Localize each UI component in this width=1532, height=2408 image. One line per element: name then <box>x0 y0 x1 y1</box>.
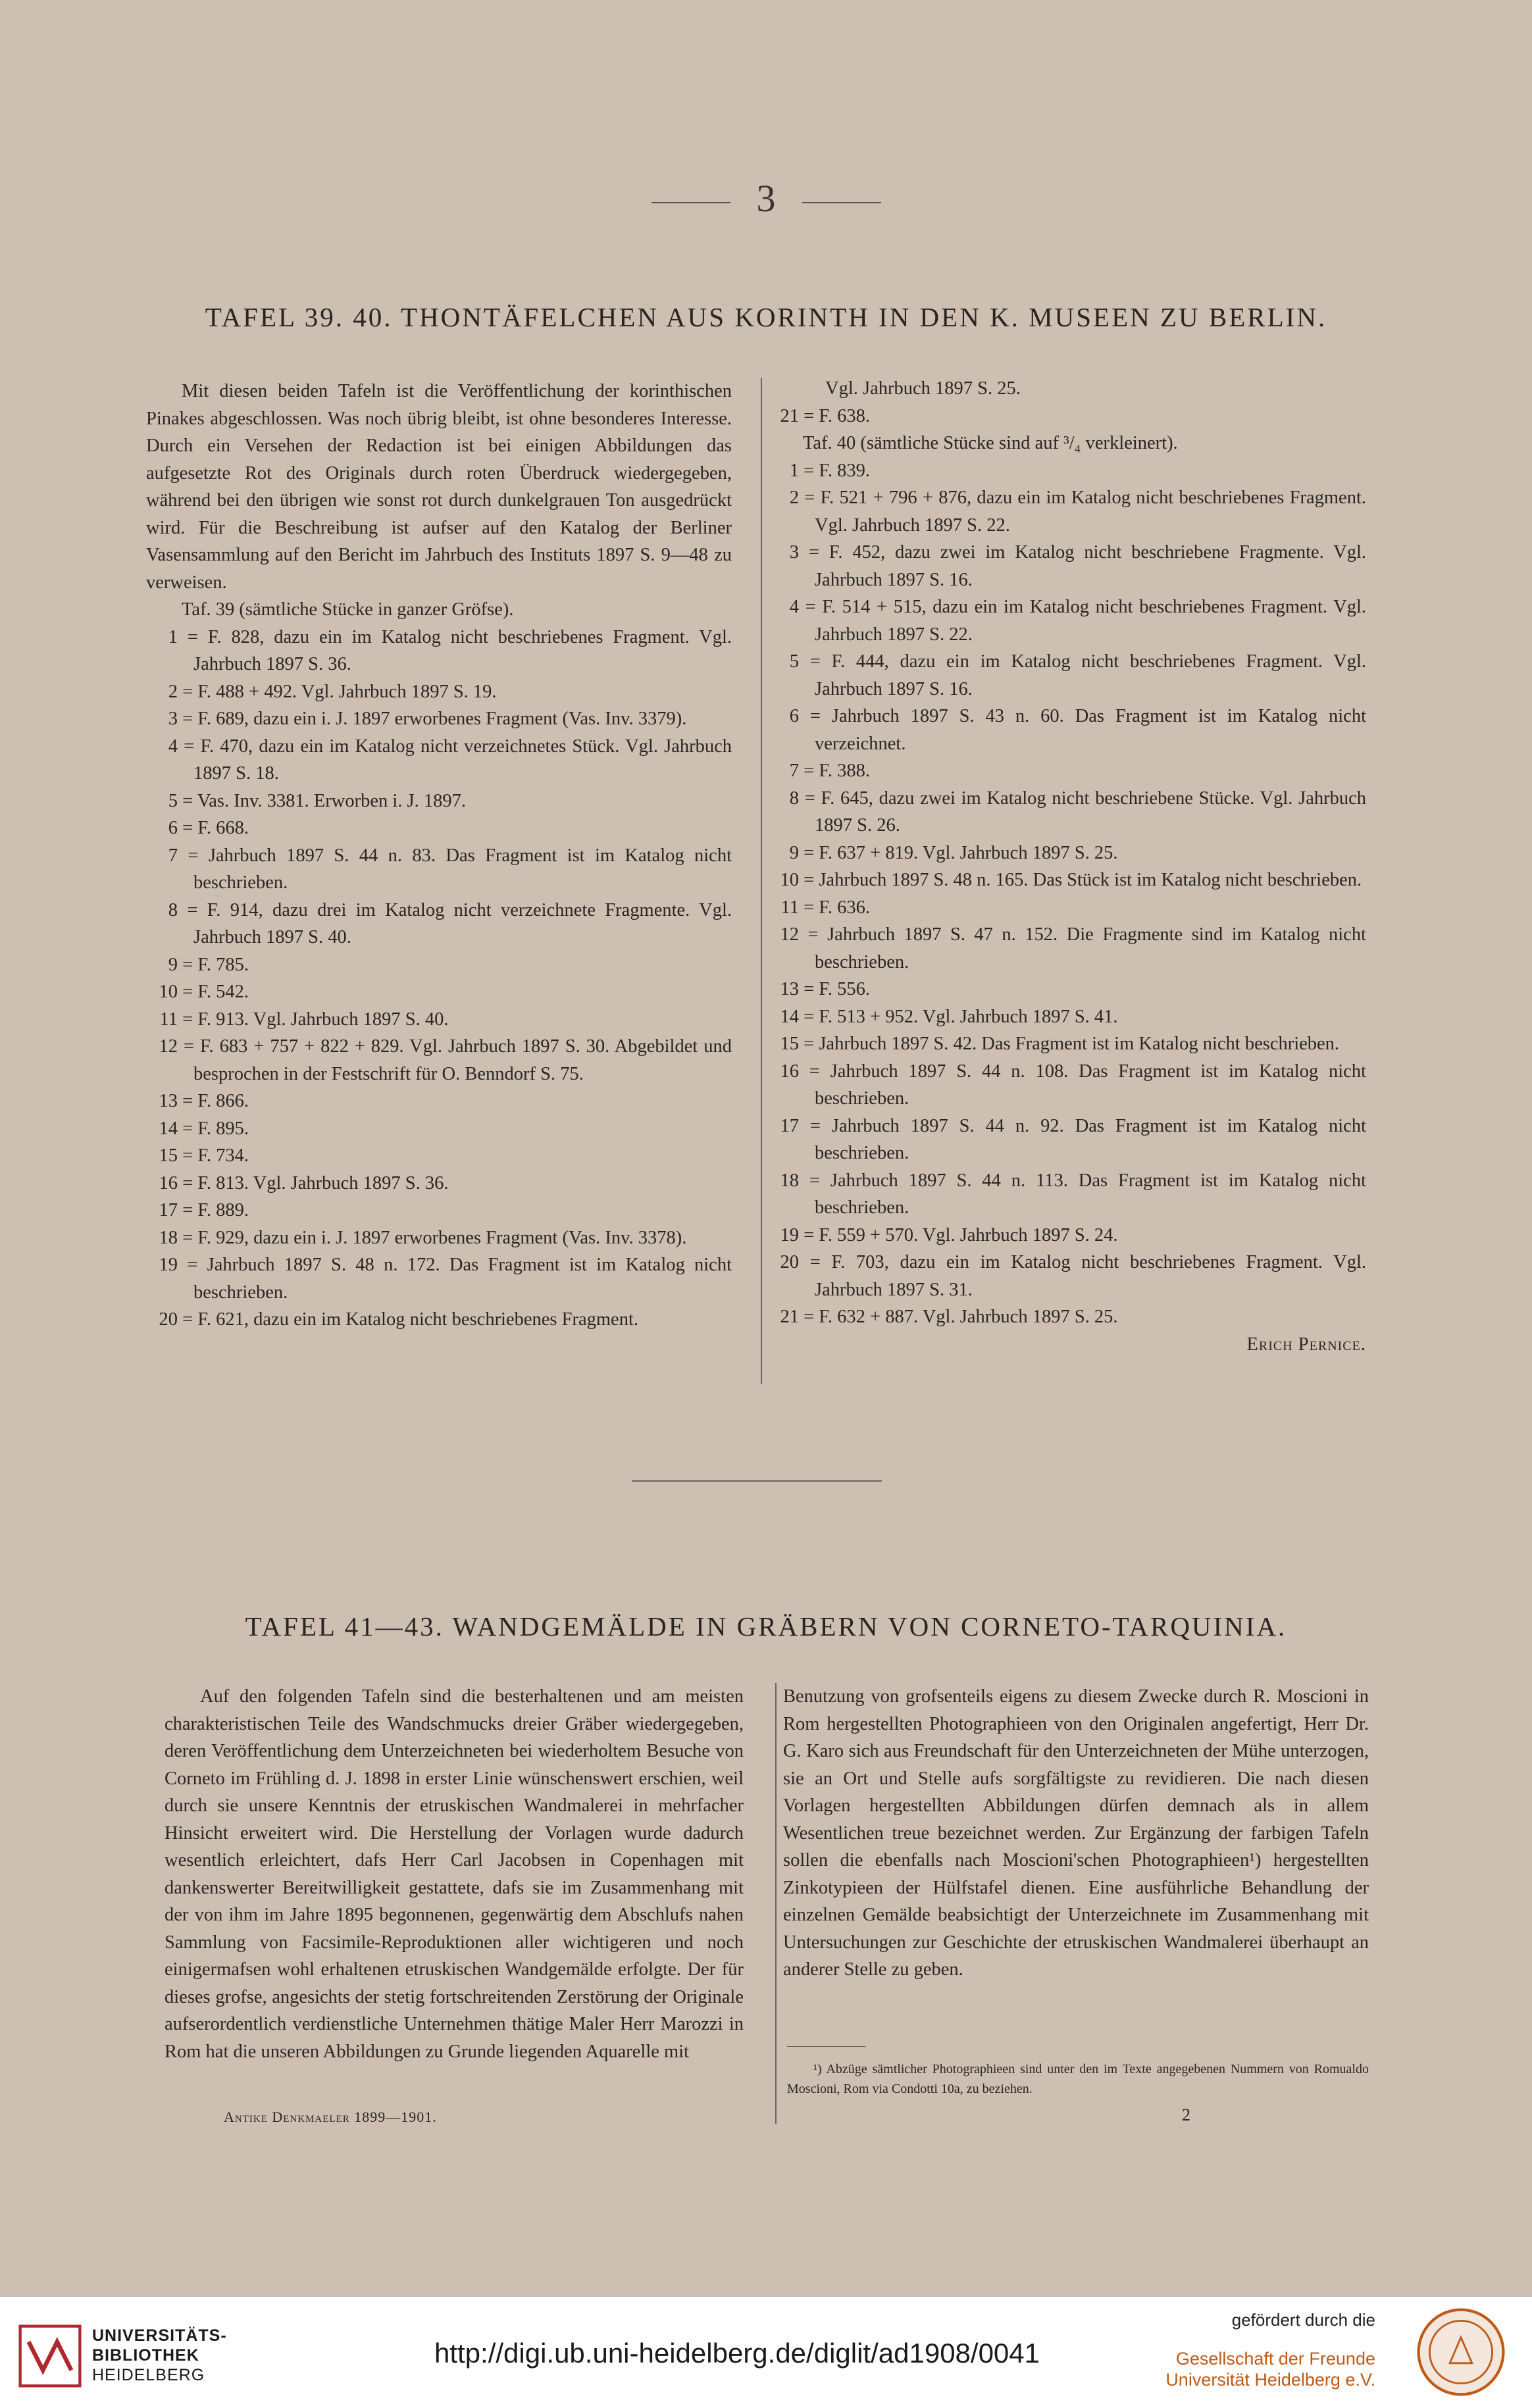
taf40-entry-19: 19 = F. 559 + 570. Vgl. Jahrbuch 1897 S. 24. <box>780 1224 1118 1245</box>
taf40-entry-3: 3 = F. 452, dazu zwei im Katalog nicht beschriebene Fragmente. Vgl. Jahrbuch 1897 S. 16. <box>789 542 1366 590</box>
taf40-entry-20: 20 = F. 703, dazu ein im Katalog nicht beschriebenes Fragment. Vgl. Jahrbuch 1897 S. 31. <box>780 1252 1366 1300</box>
taf40-entry-11: 11 = F. 636. <box>780 897 871 918</box>
taf40-entry-8: 8 = F. 645, dazu zwei im Katalog nicht beschriebene Stücke. Vgl. Jahrbuch 1897 S. 26. <box>789 788 1367 836</box>
section2-right-column <box>783 1683 1369 1984</box>
university-library-logo-icon <box>14 2320 86 2392</box>
taf39-entry-4: 4 = F. 470, dazu ein im Katalog nicht verzeichnetes Stück. Vgl. Jahrbuch 1897 S. 18. <box>168 736 732 784</box>
sheet-number: 2 <box>1182 2105 1190 2124</box>
sponsor-label: gefördert durch die <box>1231 2310 1375 2330</box>
section-heading-tafel-41-43: TAFEL 41—43. WANDGEMÄLDE IN GRÄBERN VON CORNETO-TARQUINIA. <box>245 1611 1287 1642</box>
rule-right <box>802 202 881 203</box>
section2-right-text: Benutzung von grofsenteils eigens zu diesem Zwecke durch R. Moscioni in Rom hergestellten Photographieen von den Originalen angefertigt, Herr Dr. G. Karo sich aus Freundschaft für den Unterzeichneten der Mühe unterzogen, sie an Ort und Stelle aufs sorgfältigste zu revidieren. Die nach diesen Vorlagen hergestellten Abbildungen dürfen demnach als in allem Wesentlichen treue bezeichnet werden. Zur Ergänzung der farbigen Tafeln sollen die ebenfalls nach Moscioni'schen Photographieen¹) hergestellten Zinkotypieen der Hülfstafel dienen. Eine ausführliche Behandlung der einzelnen Gemälde beabsichtigt der Unterzeichnete im Zusammenhang mit Untersuchungen zur Geschichte der etruskischen Wandmalerei überhaupt an anderer Stelle zu geben. <box>783 1686 1369 1980</box>
taf40-entry-6: 6 = Jahrbuch 1897 S. 43 n. 60. Das Fragment ist im Katalog nicht verzeichnet. <box>789 706 1366 754</box>
taf39-entry-19: 19 = Jahrbuch 1897 S. 48 n. 172. Das Fragment ist im Katalog nicht beschrieben. <box>159 1255 732 1303</box>
taf39-entry-17: 17 = F. 889. <box>159 1200 249 1220</box>
sponsor-name: Gesellschaft der Freunde Universität Heidelberg e.V. <box>1165 2349 1375 2390</box>
taf40-entry-12: 12 = Jahrbuch 1897 S. 47 n. 152. Die Fragmente sind im Katalog nicht beschrieben. <box>780 924 1366 972</box>
taf39-entry-7: 7 = Jahrbuch 1897 S. 44 n. 83. Das Fragment ist im Katalog nicht beschrieben. <box>168 845 732 893</box>
taf40-entry-9: 9 = F. 637 + 819. Vgl. Jahrbuch 1897 S. 25. <box>789 842 1118 863</box>
taf40-entry-13: 13 = F. 556. <box>780 979 871 999</box>
taf40-entry-21: 21 = F. 632 + 887. Vgl. Jahrbuch 1897 S. 25. <box>780 1307 1118 1327</box>
page-number: 3 <box>0 176 1532 220</box>
taf39-entry-18: 18 = F. 929, dazu ein i. J. 1897 erworbenes Fragment (Vas. Inv. 3378). <box>159 1227 687 1248</box>
taf40-entry-16: 16 = Jahrbuch 1897 S. 44 n. 108. Das Fragment ist im Katalog nicht beschrieben. <box>780 1061 1367 1109</box>
section-separator <box>632 1480 882 1482</box>
footnote: ¹) Abzüge sämtlicher Photographieen sind unter den im Texte angegebenen Nummern von Romualdo Moscioni, Rom via Condotti 10a, zu beziehen. <box>787 2062 1369 2096</box>
taf39-entry-6: 6 = F. 668. <box>168 818 249 838</box>
column-divider-2 <box>775 1683 777 2124</box>
library-name: UNIVERSITÄTS- BIBLIOTHEK HEIDELBERG <box>92 2326 227 2384</box>
taf40-entry-list <box>767 457 1366 1331</box>
taf39-caption: Taf. 39 (sämtliche Stücke in ganzer Gröfse). <box>182 599 514 620</box>
section1-right-column <box>767 375 1366 1358</box>
taf39-entry-11: 11 = F. 913. Vgl. Jahrbuch 1897 S. 40. <box>159 1009 449 1030</box>
taf40-entry-2: 2 = F. 521 + 796 + 876, dazu ein im Katalog nicht beschriebenes Fragment. Vgl. Jahrbuch 1897 S. 22. <box>789 488 1366 536</box>
taf40-entry-10: 10 = Jahrbuch 1897 S. 48 n. 165. Das Stück ist im Katalog nicht beschrieben. <box>780 870 1362 890</box>
rule-left <box>651 202 730 203</box>
author-signature: Erich Pernice. <box>1246 1334 1366 1355</box>
taf39-entry-16: 16 = F. 813. Vgl. Jahrbuch 1897 S. 36. <box>159 1172 449 1193</box>
taf40-entry-7: 7 = F. 388. <box>789 761 871 781</box>
taf39-entry-13: 13 = F. 866. <box>159 1091 249 1111</box>
column-divider <box>761 378 762 1384</box>
taf39-entry-21: 21 = F. 638. <box>780 405 871 426</box>
taf39-entry-9: 9 = F. 785. <box>168 954 249 975</box>
taf40-entry-14: 14 = F. 513 + 952. Vgl. Jahrbuch 1897 S. 41. <box>780 1006 1118 1027</box>
taf40-entry-15: 15 = Jahrbuch 1897 S. 42. Das Fragment ist im Katalog nicht beschrieben. <box>780 1034 1340 1054</box>
permalink-url[interactable]: http://digi.ub.uni-heidelberg.de/diglit/ad1908/0041 <box>434 2338 1040 2369</box>
entry-continuation: Vgl. Jahrbuch 1897 S. 25. <box>825 378 1021 399</box>
section2-left-column <box>165 1683 744 2065</box>
taf39-entry-10: 10 = F. 542. <box>159 982 249 1002</box>
journal-title: Antike Denkmaeler 1899—1901. <box>224 2109 437 2125</box>
taf39-entry-20: 20 = F. 621, dazu ein im Katalog nicht beschriebenes Fragment. <box>159 1309 638 1330</box>
section1-left-column <box>146 378 732 1334</box>
taf40-entry-4: 4 = F. 514 + 515, dazu ein im Katalog nicht beschriebenes Fragment. Vgl. Jahrbuch 1897 S. 22. <box>789 597 1366 645</box>
section2-left-text: Auf den folgenden Tafeln sind die besterhaltenen und am meisten charakteristischen Teile des Wandschmucks dreier Gräber wiedergegeben, deren Veröffentlichung dem Unterzeichneten bei wiederholtem Besuche von Corneto im Frühling d. J. 1898 in erster Linie wünschenswert erschien, weil durch sie unsere Kenntnis der etruskischen Wandmalerei in mehrfacher Hinsicht erweitert wird. Die Herstellung der Vorlagen wurde dadurch wesentlich erleichtert, dafs Herr Carl Jacobsen in Copenhagen mit dankenswerter Bereitwilligkeit gestattete, dafs sie im Zusammenhang mit der von ihm im Jahre 1895 begonnenen, gegenwärtig dem Abschlufs nahen Sammlung von Facsimile-Reproduktionen aller wichtigeren und noch einigermafsen wohl erhaltenen etruskischen Wandgemälde erfolgte. Der für dieses grofse, angesichts der stetig fortschreitenden Zerstörung der Originale aufserordentlich verdienstliche Unternehmen thätige Maler Herr Marozzi in Rom hat die unseren Abbildungen zu Grunde liegenden Aquarelle mit <box>165 1686 744 2062</box>
taf39-entry-3: 3 = F. 689, dazu ein i. J. 1897 erworbenes Fragment (Vas. Inv. 3379). <box>168 709 687 729</box>
section-heading-tafel-39-40: TAFEL 39. 40. THONTÄFELCHEN AUS KORINTH IN DEN K. MUSEEN ZU BERLIN. <box>205 302 1327 332</box>
digitization-footer <box>0 2296 1532 2408</box>
taf39-entry-5: 5 = Vas. Inv. 3381. Erworben i. J. 1897. <box>168 790 466 811</box>
taf40-entry-17: 17 = Jahrbuch 1897 S. 44 n. 92. Das Fragment ist im Katalog nicht beschrieben. <box>780 1115 1366 1163</box>
taf39-entry-12: 12 = F. 683 + 757 + 822 + 829. Vgl. Jahrbuch 1897 S. 30. Abgebildet und besprochen in der Festschrift für O. Benndorf S. 75. <box>159 1036 732 1084</box>
taf39-entry-15: 15 = F. 734. <box>159 1145 249 1166</box>
taf39-entry-8: 8 = F. 914, dazu drei im Katalog nicht verzeichnete Fragmente. Vgl. Jahrbuch 1897 S. 40. <box>168 899 732 947</box>
taf40-entry-5: 5 = F. 444, dazu ein im Katalog nicht beschriebenes Fragment. Vgl. Jahrbuch 1897 S. 16. <box>789 651 1366 699</box>
taf39-entry-list <box>146 624 732 1334</box>
taf39-entry-14: 14 = F. 895. <box>159 1118 249 1139</box>
taf40-caption: Taf. 40 (sämtliche Stücke sind auf ³/₄ verkleinert). <box>803 433 1178 453</box>
university-seal-icon <box>1415 2306 1507 2398</box>
taf39-entry-2: 2 = F. 488 + 492. Vgl. Jahrbuch 1897 S. 19. <box>168 681 497 702</box>
taf39-entry-1: 1 = F. 828, dazu ein im Katalog nicht beschriebenes Fragment. Vgl. Jahrbuch 1897 S. 36. <box>168 626 732 674</box>
footnote-rule <box>787 2046 866 2047</box>
intro-paragraph: Mit diesen beiden Tafeln ist die Veröffentlichung der korinthischen Pinakes abgeschlossen. Was noch übrig bleibt, ist ohne besonderes Interesse. Durch ein Versehen der Redaction ist bei einigen Abbildungen das aufgesetzte Rot des Originals durch roten Überdruck wiedergegeben, während bei den übrigen wie sonst rot durch dunkelgrauen Ton ausgedrückt wird. Für die Beschreibung ist aufser auf den Katalog der Berliner Vasensammlung auf den Bericht im Jahrbuch des Instituts 1897 S. 9—48 zu verweisen. <box>146 381 732 593</box>
taf40-entry-1: 1 = F. 839. <box>789 460 871 481</box>
taf40-entry-18: 18 = Jahrbuch 1897 S. 44 n. 113. Das Fragment ist im Katalog nicht beschrieben. <box>780 1170 1366 1218</box>
